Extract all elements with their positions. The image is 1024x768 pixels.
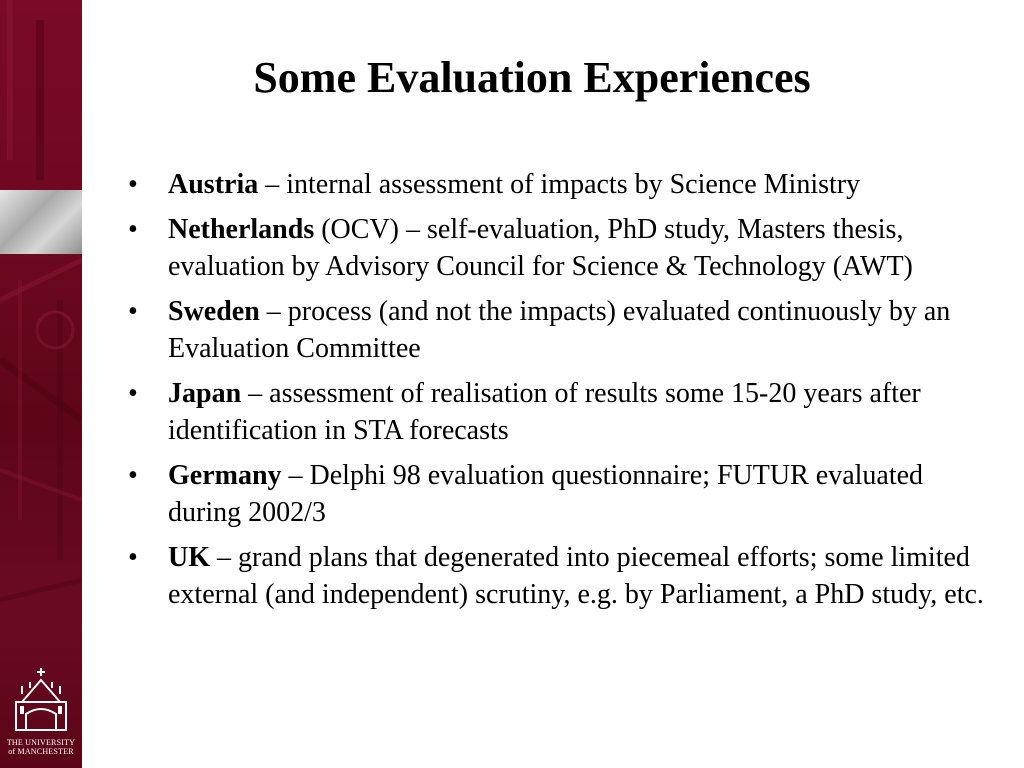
bullet-item-sweden [128, 293, 988, 367]
bullet-dot-icon: • [128, 169, 138, 200]
bullet-text: (OCV) – self-evaluation, PhD study, Masters thesis, evaluation by Advisory Council for Science & Technology (AWT) [168, 214, 913, 282]
university-wordmark [0, 738, 82, 756]
bullet-item-austria [128, 166, 988, 203]
bullet-dot-icon: • [128, 378, 138, 409]
bullet-country: Germany [168, 460, 282, 491]
wordmark-line-2: of MANCHESTER [8, 747, 74, 756]
branding-sidebar [0, 0, 82, 768]
bullet-text: – Delphi 98 evaluation questionnaire; FUTUR evaluated during 2002/3 [168, 460, 924, 528]
bullet-item-uk [128, 539, 988, 613]
bullet-text: – grand plans that degenerated into piecemeal efforts; some limited external (and independent) scrutiny, e.g. by Parliament, a PhD study, etc. [168, 542, 984, 610]
sidebar-photo-band [0, 190, 82, 254]
bullet-item-netherlands [128, 211, 988, 285]
bullet-dot-icon: • [128, 214, 138, 245]
bullet-country: Netherlands [168, 214, 315, 245]
bullet-country: Austria [168, 169, 259, 200]
bullet-item-germany [128, 457, 988, 531]
wordmark-line-1: THE UNIVERSITY [6, 738, 76, 747]
bullet-country: Japan [168, 378, 242, 409]
bullet-list [128, 166, 988, 621]
bullet-country: Sweden [168, 296, 260, 327]
sidebar-texture [0, 0, 82, 768]
slide-title: Some Evaluation Experiences [253, 53, 811, 102]
bullet-dot-icon: • [128, 460, 138, 491]
bullet-dot-icon: • [128, 296, 138, 327]
bullet-text: – internal assessment of impacts by Science Ministry [258, 169, 861, 200]
bullet-item-japan [128, 375, 988, 449]
bullet-text: – process (and not the impacts) evaluated continuously by an Evaluation Committee [168, 296, 951, 364]
bullet-text: – assessment of realisation of results some 15-20 years after identification in STA forecasts [168, 378, 921, 446]
bullet-dot-icon: • [128, 542, 138, 573]
bullet-country: UK [168, 542, 210, 573]
